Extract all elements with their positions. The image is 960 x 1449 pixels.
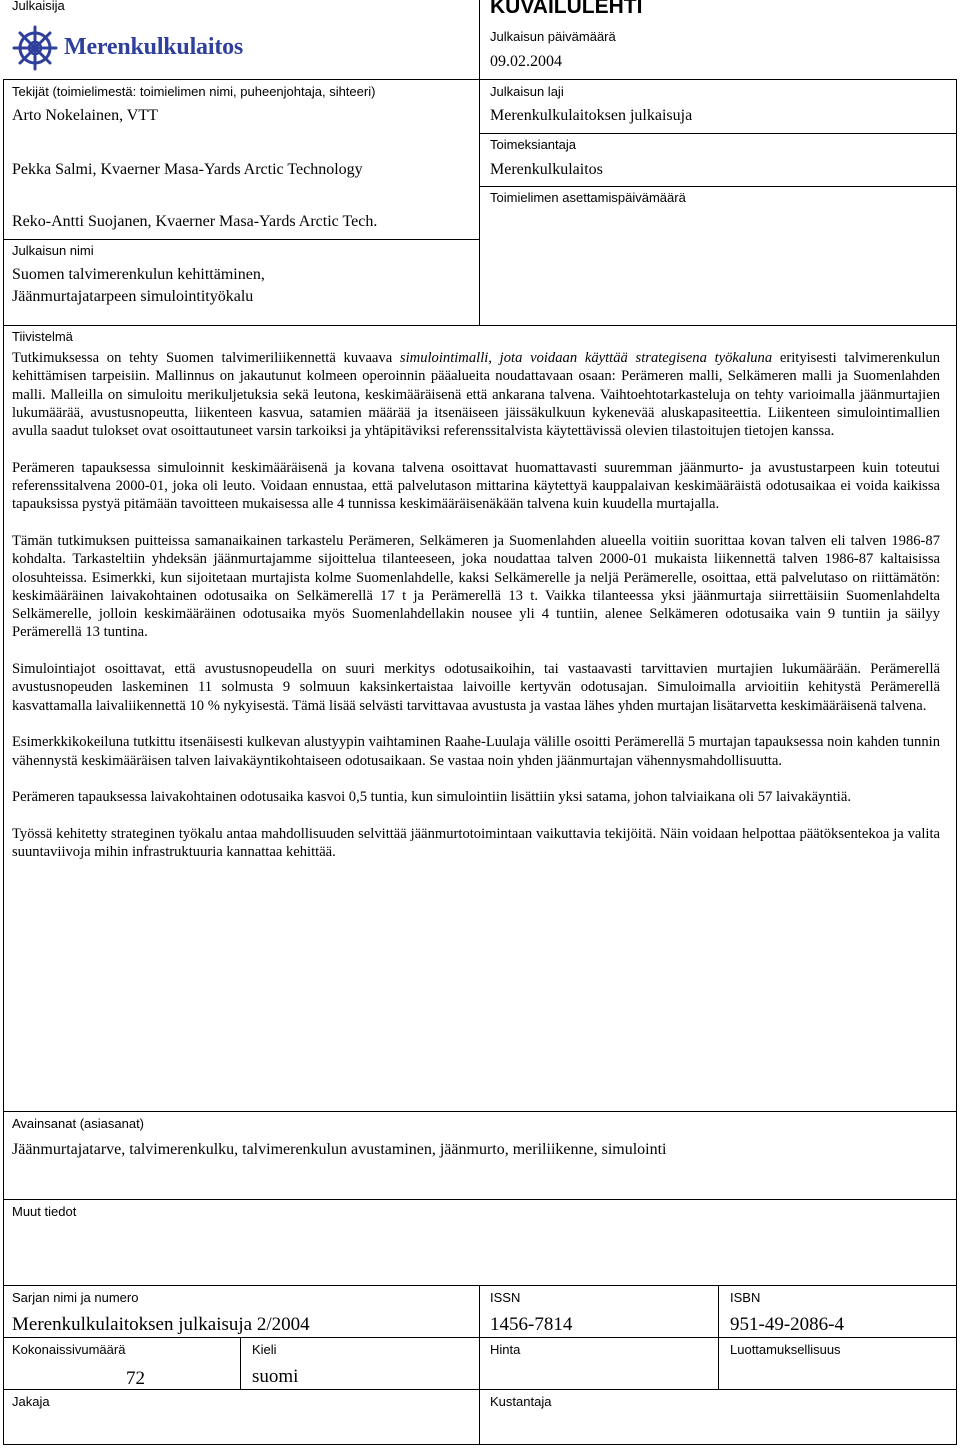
- rule-footer-divider-1: [479, 1285, 480, 1445]
- abstract-paragraph-6: Perämeren tapauksessa laivakohtainen odotusaika kasvoi 0,5 tuntia, kun simulointiin lisättiin yksi satama, johon talviaikana oli 57 laivakäyntiä.: [12, 789, 851, 806]
- abstract-p1-italic: simulointimalli, jota voidaan käyttää strategisena työkaluna: [399, 350, 773, 366]
- isbn-value: 951-49-2086-4: [730, 1314, 844, 1335]
- abstract-paragraph-4: Simulointiajot osoittavat, että avustusnopeudella on suuri merkitys odotusaikoihin, tai vastaavasti tarvittavien murtajien lukumäärään. Perämerellä avustusnopeuden laskeminen 11 solmusta 9 solmuun kaksinkertaistaa laivoille kertyvän odotusajan. Simuloimalla arvioitiin kehitystä Perämerellä kasvattamalla laivaliikennettä 10 % nykyisestä. Tämä lisää selvästi tarvittavaa avustusta ja vastaa lähes yhden murtajan lisätarvetta keskimääräisenä talvena.: [12, 661, 940, 714]
- language-value: suomi: [252, 1366, 299, 1387]
- confidentiality-label: Luottamuksellisuus: [730, 1342, 841, 1357]
- series-value: Merenkulkulaitoksen julkaisuja 2/2004: [12, 1314, 310, 1335]
- series-label: Sarjan nimi ja numero: [12, 1290, 139, 1305]
- body-date-label: Toimielimen asettamispäivämäärä: [490, 190, 686, 205]
- pages-value: 72: [126, 1368, 145, 1389]
- logo-text: Merenkulkulaitos: [64, 34, 244, 60]
- pages-label: Kokonaissivumäärä: [12, 1342, 126, 1357]
- author-3: Reko-Antti Suojanen, Kvaerner Masa-Yards Arctic Tech.: [12, 213, 378, 230]
- abstract-paragraph-1: [12, 349, 940, 440]
- abstract-paragraph-3: Tämän tutkimuksen puitteissa samanaikainen tarkastelu Perämeren, Selkämeren ja Suomenlahden alueella voitiin suorittaa kovan talven eli talven 1986-87 kohdalta. Tarkasteltiin yhdeksän jäänmurtajamme sijoittelua tilanteeseen, joka noudattaa talven 2000-01 mukaista liikennettä talven 1986-87 kaltaisissa olosuhteissa. Esimerkki, kun sijoitetaan murtajista kolme Suomenlahdelle, kaksi Selkämerelle ja neljä Perämerelle, osoittaa, että palvelutaso on riittämätön: keskimääräinen laivakohtainen odotusaika on Selkämerellä 17 t ja Perämerellä 13 t. Vaikka tilanteessa yksi jäänmurtaja siirrettäisiin Suomenlahdelta Selkämerelle, jolloin keskimääräinen odotusaika myös Suomenlahdellakin nousee yli 4 tuntiin, alenee Selkämeren odotusaika vain 9 tuntiin ja säilyy Perämerellä 13 tuntina.: [12, 532, 940, 641]
- language-label: Kieli: [252, 1342, 277, 1357]
- distribution-label: Jakaja: [12, 1394, 50, 1409]
- rule-other-info: [3, 1199, 957, 1200]
- abstract-paragraph-5: Esimerkkikokeiluna tutkittu itsenäisesti kulkevan alustyypin vaihtaminen Raahe-Luulaja välille osoitti Perämerellä 5 murtajan tapauksessa noin kahden tunnin vähennystä keskimääräisen talven laivakäyntikohtaiseen odotusaikaan. Se vastaa noin yhden jäänmurtajan vähennysmahdollisuutta.: [12, 734, 940, 769]
- other-info-label: Muut tiedot: [12, 1204, 77, 1219]
- rule-commissioner: [480, 133, 957, 134]
- rule-footer-divider-2: [718, 1285, 719, 1389]
- rule-footer-divider-language: [240, 1337, 241, 1389]
- merenkulkulaitos-logo: [12, 23, 252, 73]
- rule-distribution: [3, 1389, 957, 1390]
- pub-title-line-2: Jäänmurtajatarpeen simulointityökalu: [12, 288, 254, 305]
- date-value: 09.02.2004: [490, 53, 562, 70]
- keywords-label: Avainsanat (asiasanat): [12, 1116, 145, 1131]
- rule-title: [3, 239, 479, 240]
- publisher-label: Julkaisija: [12, 0, 65, 13]
- publisher-footer-label: Kustantaja: [490, 1394, 552, 1409]
- abstract-label: Tiivistelmä: [12, 329, 73, 344]
- rule-series: [3, 1285, 957, 1286]
- pub-type-value: Merenkulkulaitoksen julkaisuja: [490, 107, 693, 124]
- pub-type-label: Julkaisun laji: [490, 84, 564, 99]
- rule-right-edge: [956, 79, 957, 1445]
- commissioner-value: Merenkulkulaitos: [490, 161, 603, 178]
- pub-title-label: Julkaisun nimi: [12, 243, 94, 258]
- rule-bottom: [3, 1444, 957, 1445]
- issn-label: ISSN: [490, 1290, 521, 1305]
- rule-abstract: [3, 325, 957, 326]
- author-1: Arto Nokelainen, VTT: [12, 107, 158, 124]
- ships-wheel-icon: [12, 25, 58, 71]
- rule-keywords: [3, 1111, 957, 1112]
- price-label: Hinta: [490, 1342, 521, 1357]
- rule-pages: [3, 1337, 957, 1338]
- author-2: Pekka Salmi, Kvaerner Masa-Yards Arctic Technology: [12, 161, 363, 178]
- rule-type: [480, 79, 957, 80]
- keywords-value: Jäänmurtajatarve, talvimerenkulku, talvimerenkulun avustaminen, jäänmurto, meriliikenne, simulointi: [12, 1141, 667, 1158]
- rule-left-edge: [3, 79, 4, 1445]
- abstract-paragraph-7: Työssä kehitetty strateginen työkalu antaa mahdollisuuden selvittää jäänmurtotoimintaan vaikuttavia tekijöitä. Näin voidaan helpottaa päätöksentekoa ja valita suuntaviivoja mihin infrastruktuuria kannattaa kehittää.: [12, 825, 940, 861]
- rule-top-left: [3, 79, 479, 80]
- authors-label: Tekijät (toimielimestä: toimielimen nimi, puheenjohtaja, sihteeri): [12, 84, 376, 99]
- doc-type-title: KUVAILULEHTI: [490, 0, 643, 18]
- abstract-p1-start: Tutkimuksessa on tehty Suomen talvimeriliikennettä kuvaava: [12, 350, 400, 366]
- date-label: Julkaisun päivämäärä: [490, 29, 616, 44]
- abstract-p1-end: erityisesti talvimerenkulun kehittämisen tarpeisiin. Mallinnus on jakautunut kolmeen operoinnin pääalueita noudattavaan osaan: Perämeren malli, Selkämeren malli ja Suomenlahden malli. Malleilla on simuloitu merikuljetuksia sekä leutona, keskimääräisenä että ankarana talvena. Vaihtoehtotarkasteluja on tehty varioimalla jäänmurtajien lukumäärää, avustusnopeutta, liikenteen kasvua, satamien määrää ja itsenäiseen jäissäkulkuun kykenevää aluskapasiteettia. Liikenteen simulointimallien avulla saadut tulokset ovat osoittautuneet varsin tarkoiksi ja yhtäpitäviksi referenssitalvista käytettävissä olevien tilastoitujen tietojen kanssa.: [12, 350, 940, 440]
- commissioner-label: Toimeksiantaja: [490, 137, 576, 152]
- abstract-body: [12, 349, 940, 880]
- issn-value: 1456-7814: [490, 1314, 573, 1335]
- abstract-paragraph-2: Perämeren tapauksessa simuloinnit keskimääräisenä ja kovana talvena osoittavat huomattavasti suuremman jäänmurto- ja avustustarpeen kuin toteutui referenssitalvena 2000-01, joka oli leuto. Voidaan ennustaa, että palvelutason mittarina käytettyä kauppalaivan keskimääräistä odotusaikaa ei voida kaikissa tapauksissa pystyä pitämään tavoitteen mukaisessa alle 4 tunnissa keskimääräisenäkään talvena kuin kuudella murtajalla.: [12, 459, 940, 513]
- rule-body-date: [480, 186, 957, 187]
- rule-header-divider: [479, 0, 480, 326]
- pub-title-line-1: Suomen talvimerenkulun kehittäminen,: [12, 266, 265, 283]
- isbn-label: ISBN: [730, 1290, 761, 1305]
